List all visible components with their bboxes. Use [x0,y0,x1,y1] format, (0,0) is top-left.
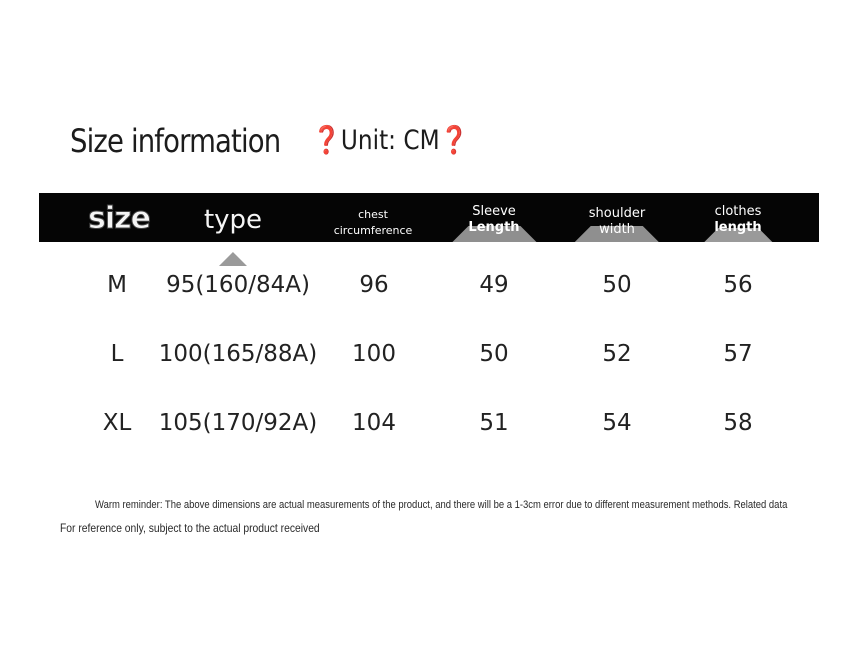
cell-sleeve: 51 [479,410,509,436]
header-shoulder [589,206,645,242]
cell-shoulder: 52 [602,341,632,367]
cell-clothes: 57 [723,341,753,367]
cell-type: 100(165/88A) [158,341,318,367]
cell-chest: 100 [352,341,396,367]
table-row [0,272,867,312]
cell-shoulder: 50 [602,272,632,298]
cell-type: 95(160/84A) [166,272,310,298]
cell-clothes: 56 [723,272,753,298]
page-title: Size information [70,122,281,160]
cell-clothes: 58 [723,410,753,436]
cell-shoulder: 54 [602,410,632,436]
table-row [0,410,867,450]
cell-sleeve: 50 [479,341,509,367]
cell-size: L [110,341,124,367]
header-tab-decoration [219,252,247,266]
cell-chest: 96 [359,272,389,298]
table-row [0,341,867,381]
cell-chest: 104 [352,410,396,436]
header-sleeve [468,204,519,242]
header-shoulder-line2: width [599,222,635,237]
cell-size: XL [102,410,132,436]
header-chest [334,207,413,256]
header-shoulder-line1: shoulder [588,206,646,221]
header-clothes-line1: clothes [714,204,762,219]
header-clothes [714,204,761,242]
header-size [88,201,150,250]
header-type-label: type [203,205,263,235]
cell-size: M [107,272,127,298]
header-clothes-line2: length [714,220,762,235]
header-chest-line1: chest [358,208,388,221]
reference-note: For reference only, subject to the actual product received [60,521,320,535]
cell-sleeve: 49 [479,272,509,298]
unit-label: ❓Unit: CM❓ [312,125,469,156]
header-sleeve-line1: Sleeve [472,204,516,219]
header-sleeve-line2: Length [468,220,520,235]
header-chest-line2: circumference [333,224,413,237]
header-size-label: size [88,201,150,236]
table-header [39,193,819,242]
cell-type: 105(170/92A) [158,410,318,436]
header-type [204,205,262,254]
warm-reminder-note: Warm reminder: The above dimensions are actual measurements of the product, and there will be a 1-3cm error due to different measurement methods. Related data [95,499,788,511]
